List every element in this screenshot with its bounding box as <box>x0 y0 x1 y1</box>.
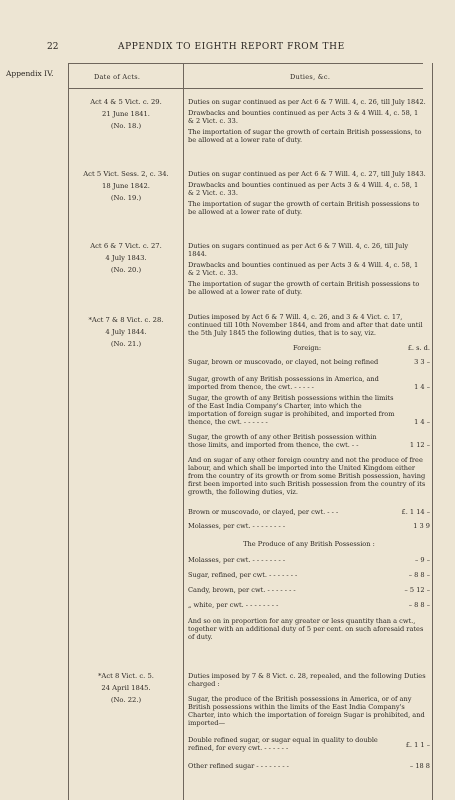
column-divider <box>183 63 184 800</box>
duty-row <box>188 586 430 594</box>
appendix-label: Appendix IV. <box>6 69 54 78</box>
duty-row <box>188 522 430 530</box>
right-border <box>432 63 433 800</box>
duty-row-text: „ white, per cwt. - - - - - - - - <box>188 601 279 609</box>
duty-row-text: Sugar, the growth of any other British possession within those limits, and imported from thence, the cwt. - - <box>188 433 377 449</box>
duty-row-text: Sugar, refined, per cwt. - - - - - - - <box>188 571 298 579</box>
duty-row-text: Molasses, per cwt. - - - - - - - - <box>188 556 286 564</box>
duty-paragraph: Duties on sugars continued as per Act 6 & 7 Will. 4, c. 26, till July 1844. <box>188 242 409 258</box>
act-number: (No. 20.) <box>110 266 142 274</box>
duty-row <box>188 358 430 366</box>
duty-paragraph: Duties on sugar continued as per Act 6 & 7 Will. 4, c. 27, till July 1843. <box>188 170 426 178</box>
duty-row-text: Double refined sugar, or sugar equal in quality to double refined, for every cwt. - - - - - - <box>188 736 378 752</box>
duty-row-text: Brown or muscovado, or clayed, per cwt. - - - <box>188 508 339 516</box>
duty-row-value: – 18 8 <box>409 762 430 770</box>
act-number: (No. 22.) <box>110 696 142 704</box>
sugar-paragraph: Sugar, the produce of the British possessions in America, or of any British possessions within the limits of the East India Company's Charter, into which the importation of foreign Sugar is prohibited, and imported— <box>188 695 425 727</box>
duty-row-text: Molasses, per cwt. - - - - - - - - <box>188 522 286 530</box>
duty-row <box>188 433 430 449</box>
duty-row-value: – 9 – <box>415 556 430 564</box>
duties-block <box>188 242 426 299</box>
duty-row <box>188 375 430 391</box>
duty-paragraph: Duties on sugar continued as per Act 6 & 7 Will. 4, c. 26, till July 1842. <box>188 98 426 106</box>
act-number: (No. 19.) <box>110 194 142 202</box>
header-rule <box>68 88 423 89</box>
column-header-duties: Duties, &c. <box>290 73 331 81</box>
column-header-date: Date of Acts. <box>94 73 141 81</box>
duty-row-text: Other refined sugar - - - - - - - - <box>188 762 289 770</box>
duty-paragraph: The importation of sugar the growth of certain British possessions to be allowed at a lower rate of duty. <box>188 280 420 296</box>
duties-block <box>188 170 426 219</box>
left-border <box>68 63 69 800</box>
duty-row <box>188 601 430 609</box>
foreign-heading <box>188 344 430 352</box>
duty-row <box>188 571 430 579</box>
act-title: Act 4 & 5 Vict. c. 29. <box>90 98 162 106</box>
page-title: APPENDIX TO EIGHTH REPORT FROM THE <box>118 42 345 52</box>
free-labour-paragraph: And on sugar of any other foreign country and not the produce of free labour, and which shall be imported into the United Kingdom either from the country of its growth or from some British possession, having first been imported into such British possession from the country of its growth, the following duties, viz. <box>188 456 426 496</box>
duty-row <box>188 736 430 752</box>
duty-row-value: – 5 12 – <box>404 586 430 594</box>
duty-intro: Duties imposed by 7 & 8 Vict. c. 28, repealed, and the following Duties charged : <box>188 672 426 688</box>
act-date: 4 July 1843. <box>105 254 147 262</box>
closing-paragraph: And so on in proportion for any greater or less quantity than a cwt., together with an additional duty of 5 per cent. on such aforesaid rates of duty. <box>188 617 424 641</box>
produce-heading: The Produce of any British Possession : <box>243 540 375 548</box>
act-entry <box>72 168 180 204</box>
duty-row-value: 1 4 – <box>414 418 430 426</box>
act-entry <box>72 314 180 350</box>
duty-row-value: £. 1 1 – <box>405 741 430 749</box>
act-date: 24 April 1845. <box>101 684 151 692</box>
duty-row-text: Sugar, growth of any British possessions in America, and imported from thence, the cwt. - - - - - <box>188 375 379 391</box>
duty-paragraph: The importation of sugar the growth of certain British possessions to be allowed at a lower rate of duty. <box>188 200 420 216</box>
duty-row-value: 1 4 – <box>414 383 430 391</box>
act-entry <box>72 240 180 276</box>
duties-block <box>188 98 426 147</box>
duty-row-text: Candy, brown, per cwt. - - - - - - - <box>188 586 296 594</box>
foreign-label: Foreign: <box>293 344 322 352</box>
duty-row-value: – 8 8 – <box>408 571 430 579</box>
page-number: 22 <box>47 42 59 52</box>
currency-heading: £. s. d. <box>407 344 430 352</box>
duty-row <box>188 394 430 426</box>
act-number: (No. 21.) <box>110 340 142 348</box>
duty-row-text: Sugar, brown or muscovado, or clayed, not being refined <box>188 358 379 366</box>
duty-paragraph: The importation of sugar the growth of certain British possessions, to be allowed at a lower rate of duty. <box>188 128 422 144</box>
duty-row-value: £. 1 14 – <box>401 508 430 516</box>
duty-paragraph: Drawbacks and bounties continued as per Acts 3 & 4 Will. 4, c. 58, 1 & 2 Vict. c. 33. <box>188 261 419 277</box>
top-rule <box>68 63 423 64</box>
duty-row <box>188 508 430 516</box>
duty-paragraph: Drawbacks and bounties continued as per Acts 3 & 4 Will. 4, c. 58, 1 & 2 Vict. c. 33. <box>188 109 419 125</box>
duty-row-value: – 8 8 – <box>408 601 430 609</box>
duty-row-text: Sugar, the growth of any British possessions within the limits of the East India Company's Charter, into which the importation of foreign sugar is prohibited, and imported from thence, the cwt. - - - - - - <box>188 394 395 426</box>
duty-paragraph: Drawbacks and bounties continued as per Acts 3 & 4 Will. 4, c. 58, 1 & 2 Vict. c. 33. <box>188 181 419 197</box>
act-date: 18 June 1842. <box>102 182 150 190</box>
duty-row-value: 1 12 – <box>409 441 430 449</box>
act-date: 4 July 1844. <box>105 328 147 336</box>
act-number: (No. 18.) <box>110 122 142 130</box>
duty-row-value: 1 3 9 <box>413 522 430 530</box>
act-title: Act 6 & 7 Vict. c. 27. <box>90 242 162 250</box>
duty-row <box>188 762 430 770</box>
act-title: *Act 7 & 8 Vict. c. 28. <box>88 316 164 324</box>
duty-intro: Duties imposed by Act 6 & 7 Will. 4, c. 26, and 3 & 4 Vict. c. 17, continued till 10th November 1844, and from and after that date until the 5th July 1845 the following duties, that is to say, viz. <box>188 313 423 337</box>
duty-row-value: 3 3 – <box>414 358 430 366</box>
act-date: 21 June 1841. <box>102 110 150 118</box>
duty-row <box>188 556 430 564</box>
act-entry <box>72 670 180 706</box>
act-title: Act 5 Vict. Sess. 2, c. 34. <box>83 170 169 178</box>
act-title: *Act 8 Vict. c. 5. <box>98 672 154 680</box>
act-entry <box>72 96 180 132</box>
